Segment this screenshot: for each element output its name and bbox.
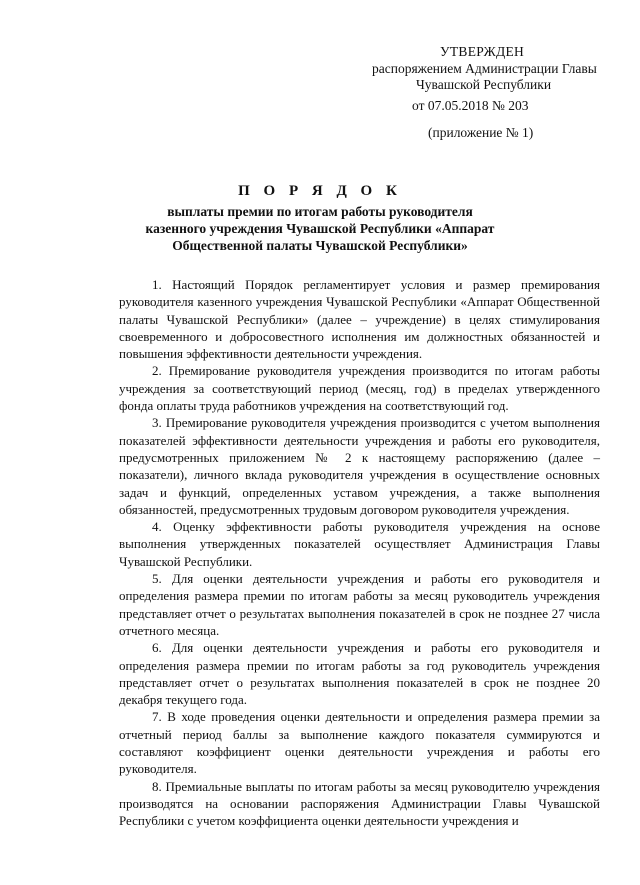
title-main: П О Р Я Д О К bbox=[238, 183, 402, 199]
approval-issuer: распоряжением Администрации Главы bbox=[372, 60, 597, 76]
paragraph-8: 8. Премиальные выплаты по итогам работы за месяц руководителю учреждения производятся на основании распоряжения Администрации Главы Чувашской Республики с учетом коэффициента оценки деятельности учреждения и bbox=[119, 778, 600, 829]
document-title bbox=[0, 182, 640, 254]
paragraph-2: 2. Премирование руководителя учреждения производится по итогам работы учреждения за соответствующий период (месяц, год) в пределах утвержденного фонда оплаты труда работников учреждения на соответствующий год. bbox=[119, 363, 600, 414]
approval-region: Чувашской Республики bbox=[416, 77, 552, 92]
appendix-label: (приложение № 1) bbox=[428, 125, 534, 140]
approval-date-number: от 07.05.2018 № 203 bbox=[412, 97, 529, 113]
paragraph-3: 3. Премирование руководителя учреждения производится с учетом выполнения показателей эффективности деятельности учреждения и работы его руководителя, предусмотренных приложением № 2 к настоящему распоряжению (далее – показатели), личного вклада руководителя учреждения в осуществление основных задач и функций, определенных уставом учреждения, а также выполнения обязанностей, предусмотренных трудовым договором руководителя учреждения. bbox=[119, 415, 600, 517]
paragraph-1: 1. Настоящий Порядок регламентирует условия и размер премирования руководителя казенного учреждения Чувашской Республики «Аппарат Общественной палаты Чувашской Республики» (далее – учреждение) в целях стимулирования своевременного и добросовестного исполнения им должностных обязанностей и повышения эффективности деятельности учреждения. bbox=[119, 277, 600, 362]
paragraph-5: 5. Для оценки деятельности учреждения и работы его руководителя и определения размера премии по итогам работы за месяц руководитель учреждения представляет отчет о результатах выполнения показателей в срок не позднее 27 числа отчетного месяца. bbox=[119, 571, 600, 638]
approval-stamp bbox=[372, 44, 632, 142]
title-line-1: выплаты премии по итогам работы руководителя bbox=[167, 204, 473, 219]
title-line-3: Общественной палаты Чувашской Республики» bbox=[172, 238, 468, 253]
paragraph-6: 6. Для оценки деятельности учреждения и работы его руководителя и определения размера премии по итогам работы за год руководитель учреждения представляет отчет о результатах выполнения показателей в срок не позднее 20 декабря текущего года. bbox=[119, 640, 600, 708]
title-line-2: казенного учреждения Чувашской Республики «Аппарат bbox=[145, 221, 495, 236]
paragraph-4: 4. Оценку эффективности работы руководителя учреждения на основе выполнения утвержденных показателей осуществляет Администрация Главы Чувашской Республики. bbox=[119, 519, 600, 569]
paragraph-7: 7. В ходе проведения оценки деятельности и определения размера премии за отчетный период баллы за выполнение каждого показателя суммируются и составляют коэффициент оценки деятельности учреждения и работы его руководителя. bbox=[119, 709, 600, 777]
approval-heading: УТВЕРЖДЕН bbox=[440, 44, 525, 59]
document-body bbox=[119, 276, 600, 830]
